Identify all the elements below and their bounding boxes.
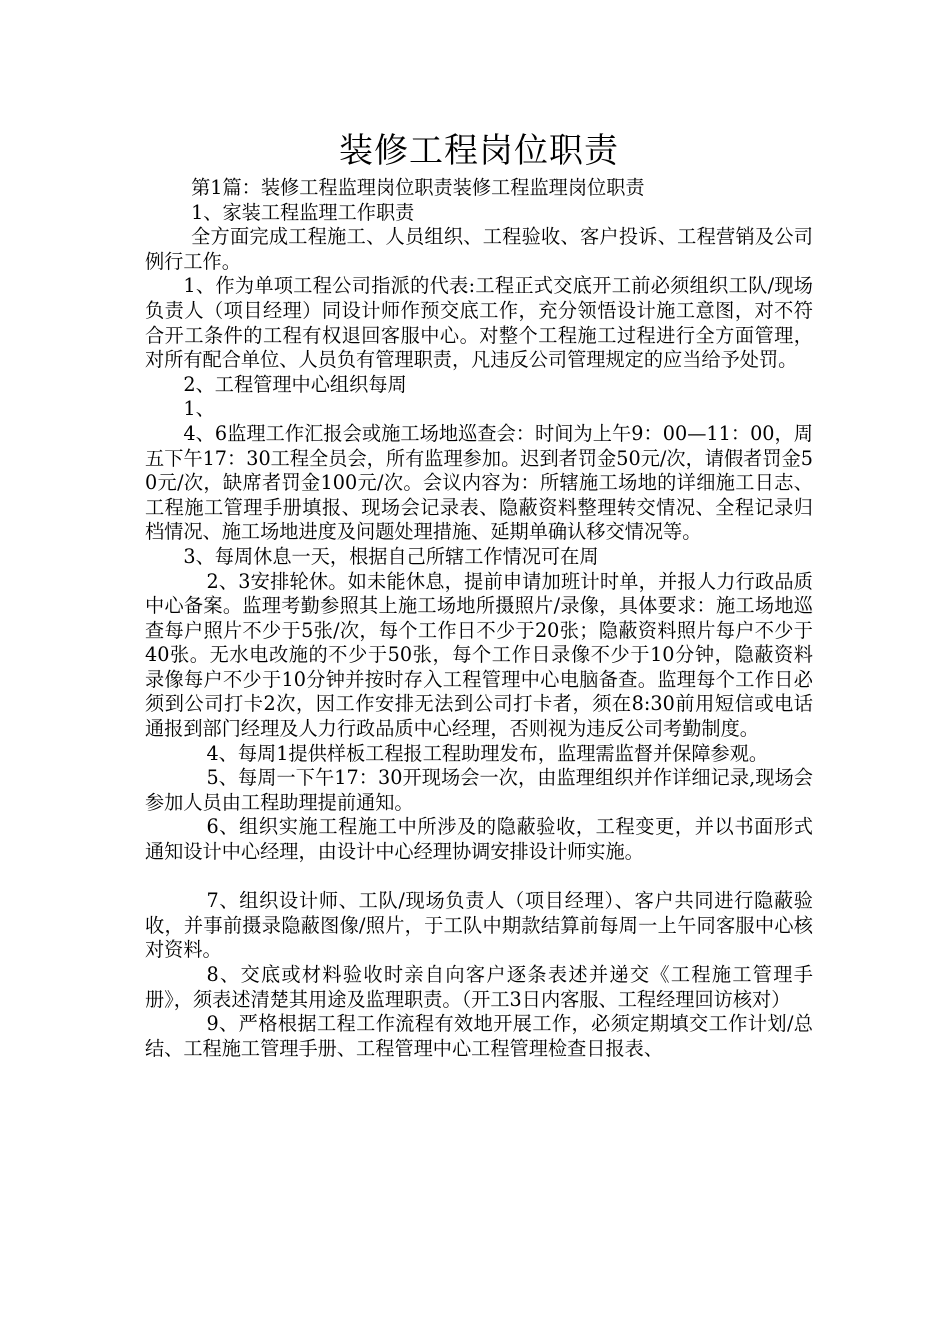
blank-line bbox=[145, 865, 813, 890]
paragraph: 3、每周休息一天，根据自己所辖工作情况可在周 bbox=[183, 544, 599, 568]
paragraph: 1、家装工程监理工作职责 bbox=[191, 200, 415, 224]
paragraph: 7、组织设计师、工队/现场负责人（项目经理）、客户共同进行隐蔽验收，并事前摄录隐蔽图像/照片，于工队中期款结算前每周一上午同客服中心核对资料。 bbox=[145, 889, 813, 962]
paragraph: 9、严格根据工程工作流程有效地开展工作，必须定期填交工作计划/总结、工程施工管理手册、工程管理中心工程管理检查日报表、 bbox=[145, 1012, 813, 1060]
paragraph: 全方面完成工程施工、人员组织、工程验收、客户投诉、工程营销及公司例行工作。 bbox=[145, 225, 813, 273]
document-title: 装修工程岗位职责 bbox=[339, 131, 619, 171]
paragraph: 1、作为单项工程公司指派的代表:工程正式交底开工前必须组织工队/现场负责人（项目经理）同设计师作预交底工作，充分领悟设计施工意图，对不符合开工条件的工程有权退回客服中心。对整个工程施工过程进行全方面管理，对所有配合单位、人员负有管理职责，凡违反公司管理规定的应当给予处罚。 bbox=[145, 274, 813, 372]
document-page bbox=[145, 128, 813, 1061]
section-heading: 第1篇：装修工程监理岗位职责装修工程监理岗位职责 bbox=[191, 176, 645, 199]
paragraph: 4、6监理工作汇报会或施工场地巡查会：时间为上午9：00—11：00，周五下午17：30工程全员会，所有监理参加。迟到者罚金50元/次，请假者罚金50元/次，缺席者罚金100元/次。会议内容为：所辖施工场地的详细施工日志、工程施工管理手册填报、现场会记录表、隐蔽资料整理转交情况、全程记录归档情况、施工场地进度及问题处理措施、延期单确认移交情况等。 bbox=[145, 421, 813, 544]
paragraph: 2、工程管理中心组织每周 bbox=[183, 372, 407, 396]
paragraph: 2、3安排轮休。如未能休息，提前申请加班计时单，并报人力行政品质中心备案。监理考勤参照其上施工场地所摄照片/录像，具体要求：施工场地巡查每户照片不少于5张/次，每个工作日不少于20张；隐蔽资料照片每户不少于40张。无水电改施的不少于50张，每个工作日录像不少于10分钟，隐蔽资料录像每户不少于10分钟并按时存入工程管理中心电脑备查。监理每个工作日必须到公司打卡2次，因工作安排无法到公司打卡者，须在8:30前用短信或电话通报到部门经理及人力行政品质中心经理，否则视为违反公司考勤制度。 bbox=[145, 569, 813, 741]
paragraph: 1、 bbox=[183, 397, 215, 421]
paragraph: 4、每周1提供样板工程报工程助理发布，监理需监督并保障参观。 bbox=[206, 741, 769, 765]
paragraph: 8、交底或材料验收时亲自向客户逐条表述并递交《工程施工管理手册》，须表述清楚其用途及监理职责。（开工3日内客服、工程经理回访核对） bbox=[145, 963, 813, 1011]
paragraph: 6、组织实施工程施工中所涉及的隐蔽验收，工程变更，并以书面形式通知设计中心经理，由设计中心经理协调安排设计师实施。 bbox=[145, 815, 813, 864]
paragraph: 5、每周一下午17：30开现场会一次，由监理组织并作详细记录,现场会参加人员由工程助理提前通知。 bbox=[145, 766, 813, 814]
